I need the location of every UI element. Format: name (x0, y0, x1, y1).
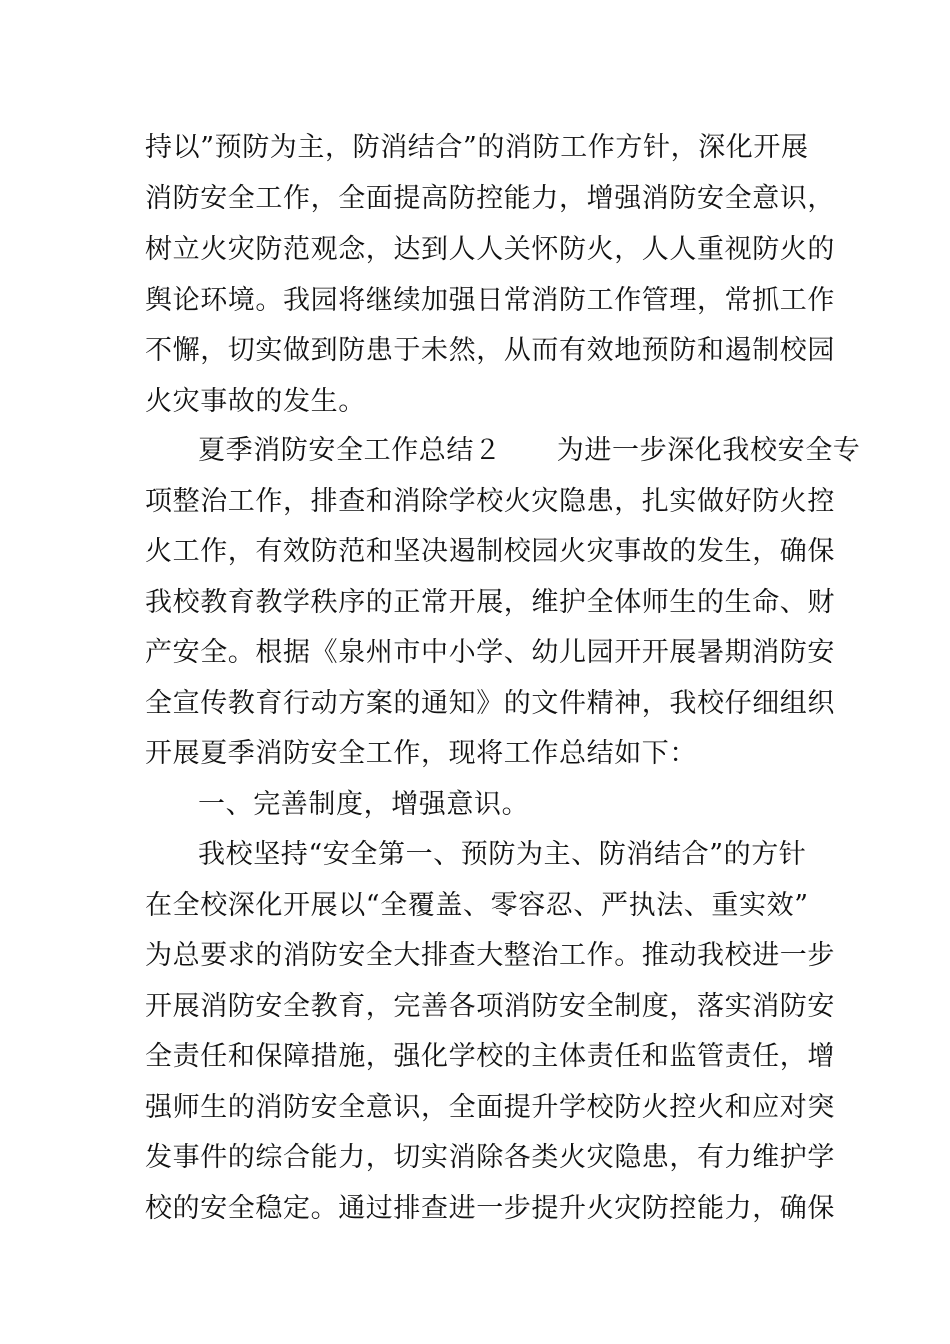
text-line: 产安全。根据《泉州市中小学、幼儿园开开展暑期消防安 (145, 637, 835, 668)
text-line: 我校教育教学秩序的正常开展，维护全体师生的生命、财 (145, 587, 835, 618)
text-line: 开展消防安全教育，完善各项消防安全制度，落实消防安 (145, 991, 835, 1022)
text-line: 全宣传教育行动方案的通知》的文件精神，我校仔细组织 (145, 688, 835, 719)
text-line: 为总要求的消防安全大排查大整治工作。推动我校进一步 (145, 940, 835, 971)
text-line: 消防安全工作，全面提高防控能力，增强消防安全意识， (145, 183, 835, 214)
text-line: 项整治工作，排查和消除学校火灾隐患，扎实做好防火控 (145, 486, 835, 517)
text-line: 开展夏季消防安全工作，现将工作总结如下： (145, 738, 697, 769)
text-line: 全责任和保障措施，强化学校的主体责任和监管责任，增 (145, 1041, 835, 1072)
text-line: 强师生的消防安全意识，全面提升学校防火控火和应对突 (145, 1092, 835, 1123)
text-line: 舆论环境。我园将继续加强日常消防工作管理，常抓工作 (145, 285, 835, 316)
text-line: 校的安全稳定。通过排查进一步提升火灾防控能力，确保 (145, 1193, 835, 1224)
text-line: 持以”预防为主，防消结合”的消防工作方针，深化开展 (145, 132, 809, 163)
section-heading-line: 夏季消防安全工作总结２ 为进一步深化我校安全专 (198, 435, 861, 466)
subheading-line: 一、完善制度，增强意识。 (198, 789, 530, 820)
text-line: 发事件的综合能力，切实消除各类火灾隐患，有力维护学 (145, 1142, 835, 1173)
text-line: 火灾事故的发生。 (145, 386, 366, 417)
text-line: 不懈，切实做到防患于未然，从而有效地预防和遏制校园 (145, 335, 835, 366)
text-line: 树立火灾防范观念，达到人人关怀防火，人人重视防火的 (145, 234, 835, 265)
text-line: 火工作，有效防范和坚决遏制校园火灾事故的发生，确保 (145, 536, 835, 567)
text-line: 我校坚持“安全第一、预防为主、防消结合”的方针 (198, 839, 807, 870)
text-line: 在全校深化开展以“全覆盖、零容忍、严执法、重实效” (145, 890, 809, 921)
